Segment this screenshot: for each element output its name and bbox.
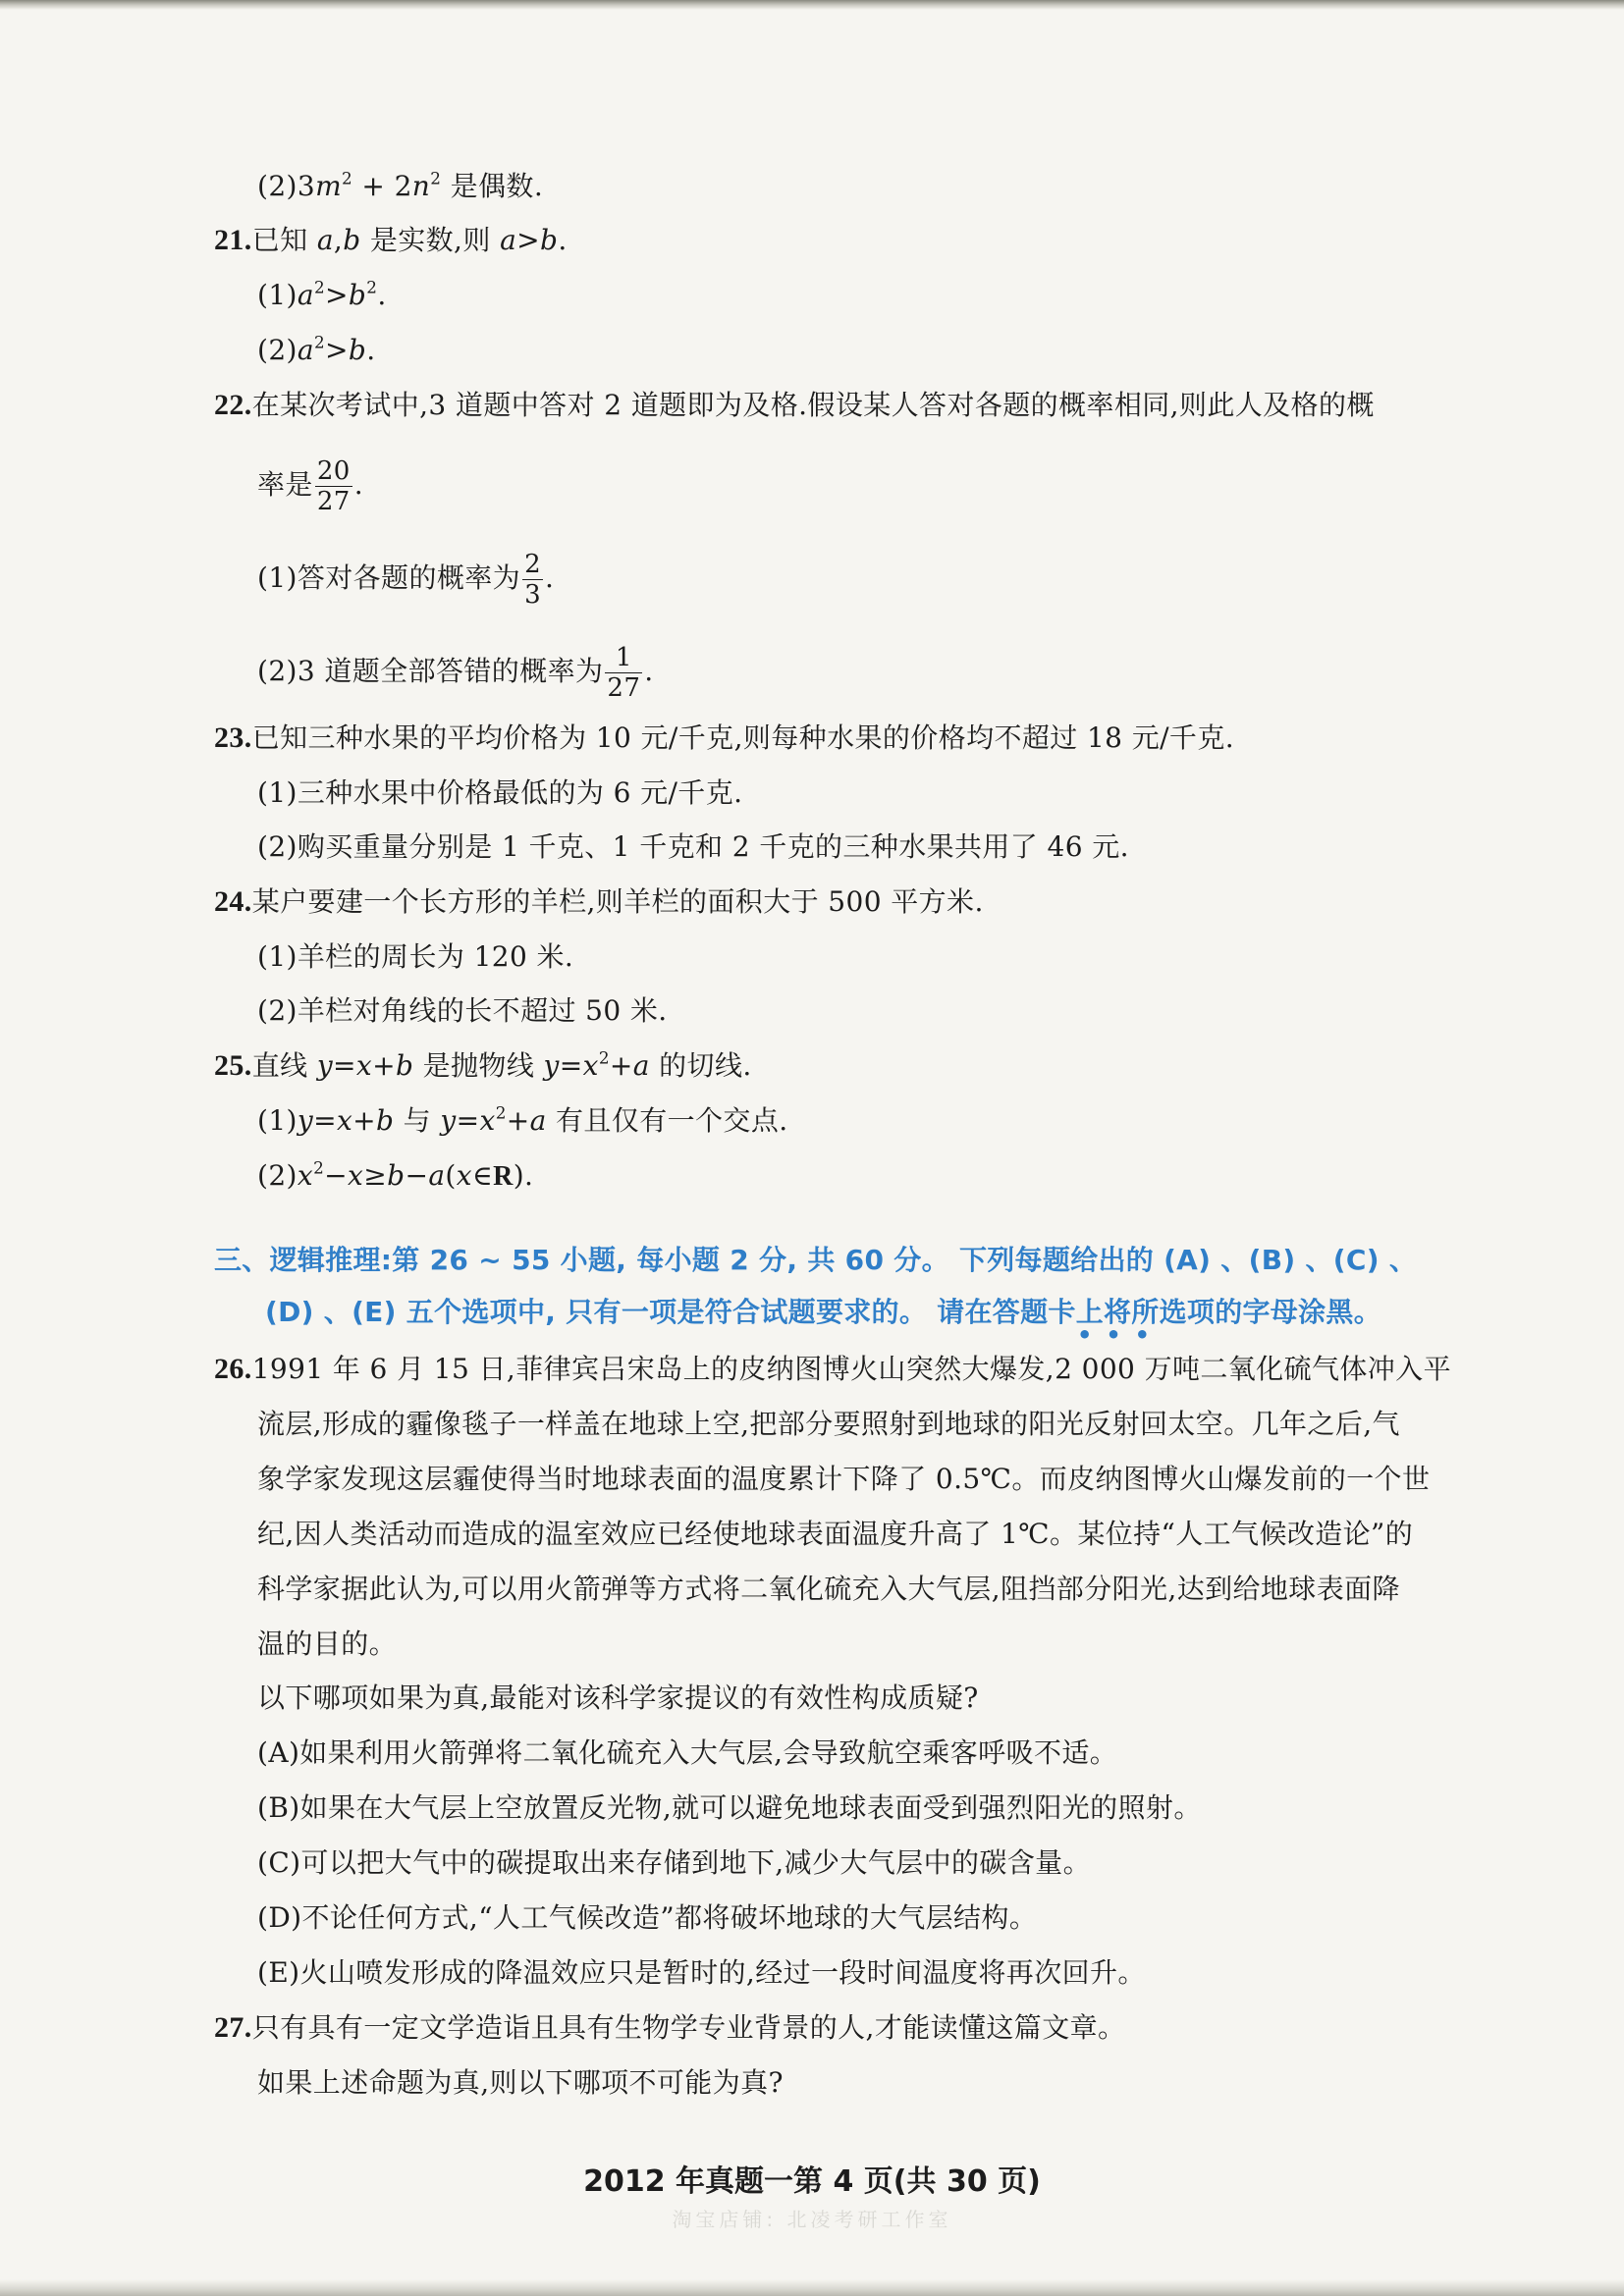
q23-stem: 23.已知三种水果的平均价格为 10 元/千克,则每种水果的价格均不超过 18 元/千克.: [214, 721, 1235, 754]
q20-option-2: $(2)3m^2 + 2n^2$ 是偶数.: [257, 168, 544, 202]
q25-option-2: $(2)x^2-x\ge b-a(x\in R)$.: [257, 1157, 534, 1192]
q22-stem-line-2: 率是 $\frac{20}{27}$ .: [257, 456, 364, 516]
q21-number: 21.: [214, 224, 252, 256]
q26-para-line-2: 流层,形成的霾像毯子一样盖在地球上空,把部分要照射到地球的阳光反射回太空。几年之后,气: [257, 1408, 1400, 1440]
q26-option-d: (D)不论任何方式,“人工气候改造”都将破坏地球的大气层结构。: [257, 1901, 1038, 1934]
q27-stem: 27.只有具有一定文学造诣且具有生物学专业背景的人,才能读懂这篇文章。: [214, 2011, 1126, 2044]
q23-number: 23.: [214, 721, 252, 754]
q26-para-line-1: 26.1991 年 6 月 15 日,菲律宾吕宋岛上的皮纳图博火山突然大爆发,2 000 万吨二氧化硫气体冲入平: [214, 1353, 1451, 1385]
q24-option-1: (1)羊栏的周长为 120 米.: [257, 940, 574, 973]
q21-option-1: $(1)a^2>b^2$.: [257, 277, 387, 311]
q26-para-line-4: 纪,因人类活动而造成的温室效应已经使地球表面温度升高了 1℃。某位持“人工气候改造论”的: [257, 1518, 1414, 1550]
q22-option-2: (2)3 道题全部答错的概率为 $\frac{1}{27}$ .: [257, 643, 654, 703]
q26-para-line-6: 温的目的。: [257, 1628, 398, 1660]
q21-option-2: $(2)a^2>b$.: [257, 332, 376, 366]
q22-option-1: (1)答对各题的概率为 $\frac{2}{3}$ .: [257, 550, 555, 610]
q22-opt2-fraction: $\frac{1}{27}$: [607, 643, 641, 703]
emphasis-dots: •••: [1077, 1321, 1164, 1349]
q26-para-line-5: 科学家据此认为,可以用火箭弹等方式将二氧化硫充入大气层,阻挡部分阳光,达到给地球表面降: [257, 1573, 1400, 1605]
q22-stem-line-1: 22.在某次考试中,3 道题中答对 2 道题即为及格.假设某人答对各题的概率相同,则此人及格的概: [214, 389, 1375, 421]
q27-number: 27.: [214, 2011, 252, 2044]
q26-question: 以下哪项如果为真,最能对该科学家提议的有效性构成质疑?: [257, 1682, 979, 1714]
q25-option-1: (1)y=x+b 与 $y=x^2+a$ 有且仅有一个交点.: [257, 1102, 788, 1137]
q23-option-1: (1)三种水果中价格最低的为 6 元/千克.: [257, 776, 743, 809]
q26-para-line-3: 象学家发现这层霾使得当时地球表面的温度累计下降了 0.5℃。而皮纳图博火山爆发前的一个世: [257, 1463, 1431, 1495]
q22-number: 22.: [214, 389, 252, 421]
q23-option-2: (2)购买重量分别是 1 千克、1 千克和 2 千克的三种水果共用了 46 元.: [257, 830, 1129, 863]
q22-opt1-fraction: $\frac{2}{3}$: [524, 550, 542, 610]
q26-option-c: (C)可以把大气中的碳提取出来存储到地下,减少大气层中的碳含量。: [257, 1846, 1091, 1879]
scan-bottom-edge: [0, 2279, 1624, 2296]
q24-stem: 24.某户要建一个长方形的羊栏,则羊栏的面积大于 500 平方米.: [214, 885, 984, 918]
q22-stem-fraction: $\frac{20}{27}$: [316, 456, 351, 516]
section-3-header-line-2: (D) 、(E) 五个选项中, 只有一项是符合试题要求的。 请在答题卡上将所选项的字母涂黑。: [265, 1296, 1381, 1328]
section-3-header-line-1: 三、逻辑推理:第 26 ~ 55 小题, 每小题 2 分, 共 60 分。 下列每题给出的 (A) 、(B) 、(C) 、: [214, 1244, 1418, 1276]
q25-stem: 25.直线 y=x+b 是抛物线 $y=x^2+a$ 的切线.: [214, 1047, 752, 1082]
q26-number: 26.: [214, 1353, 252, 1385]
scan-top-edge: [0, 0, 1624, 10]
q25-number: 25.: [214, 1049, 252, 1082]
page-footer: 2012 年真题一第 4 页(共 30 页): [583, 2164, 1041, 2199]
q21-stem-line: 21.已知 a,b 是实数,则 a>b.: [214, 224, 568, 256]
q26-option-a: (A)如果利用火箭弹将二氧化硫充入大气层,会导致航空乘客呼吸不适。: [257, 1736, 1118, 1769]
q26-option-b: (B)如果在大气层上空放置反光物,就可以避免地球表面受到强烈阳光的照射。: [257, 1791, 1202, 1824]
q26-option-e: (E)火山喷发形成的降温效应只是暂时的,经过一段时间温度将再次回升。: [257, 1956, 1146, 1989]
q24-number: 24.: [214, 885, 252, 918]
q27-question: 如果上述命题为真,则以下哪项不可能为真?: [257, 2066, 784, 2099]
q24-option-2: (2)羊栏对角线的长不超过 50 米.: [257, 994, 668, 1027]
shop-watermark: 淘宝店铺: 北凌考研工作室: [672, 2208, 952, 2231]
